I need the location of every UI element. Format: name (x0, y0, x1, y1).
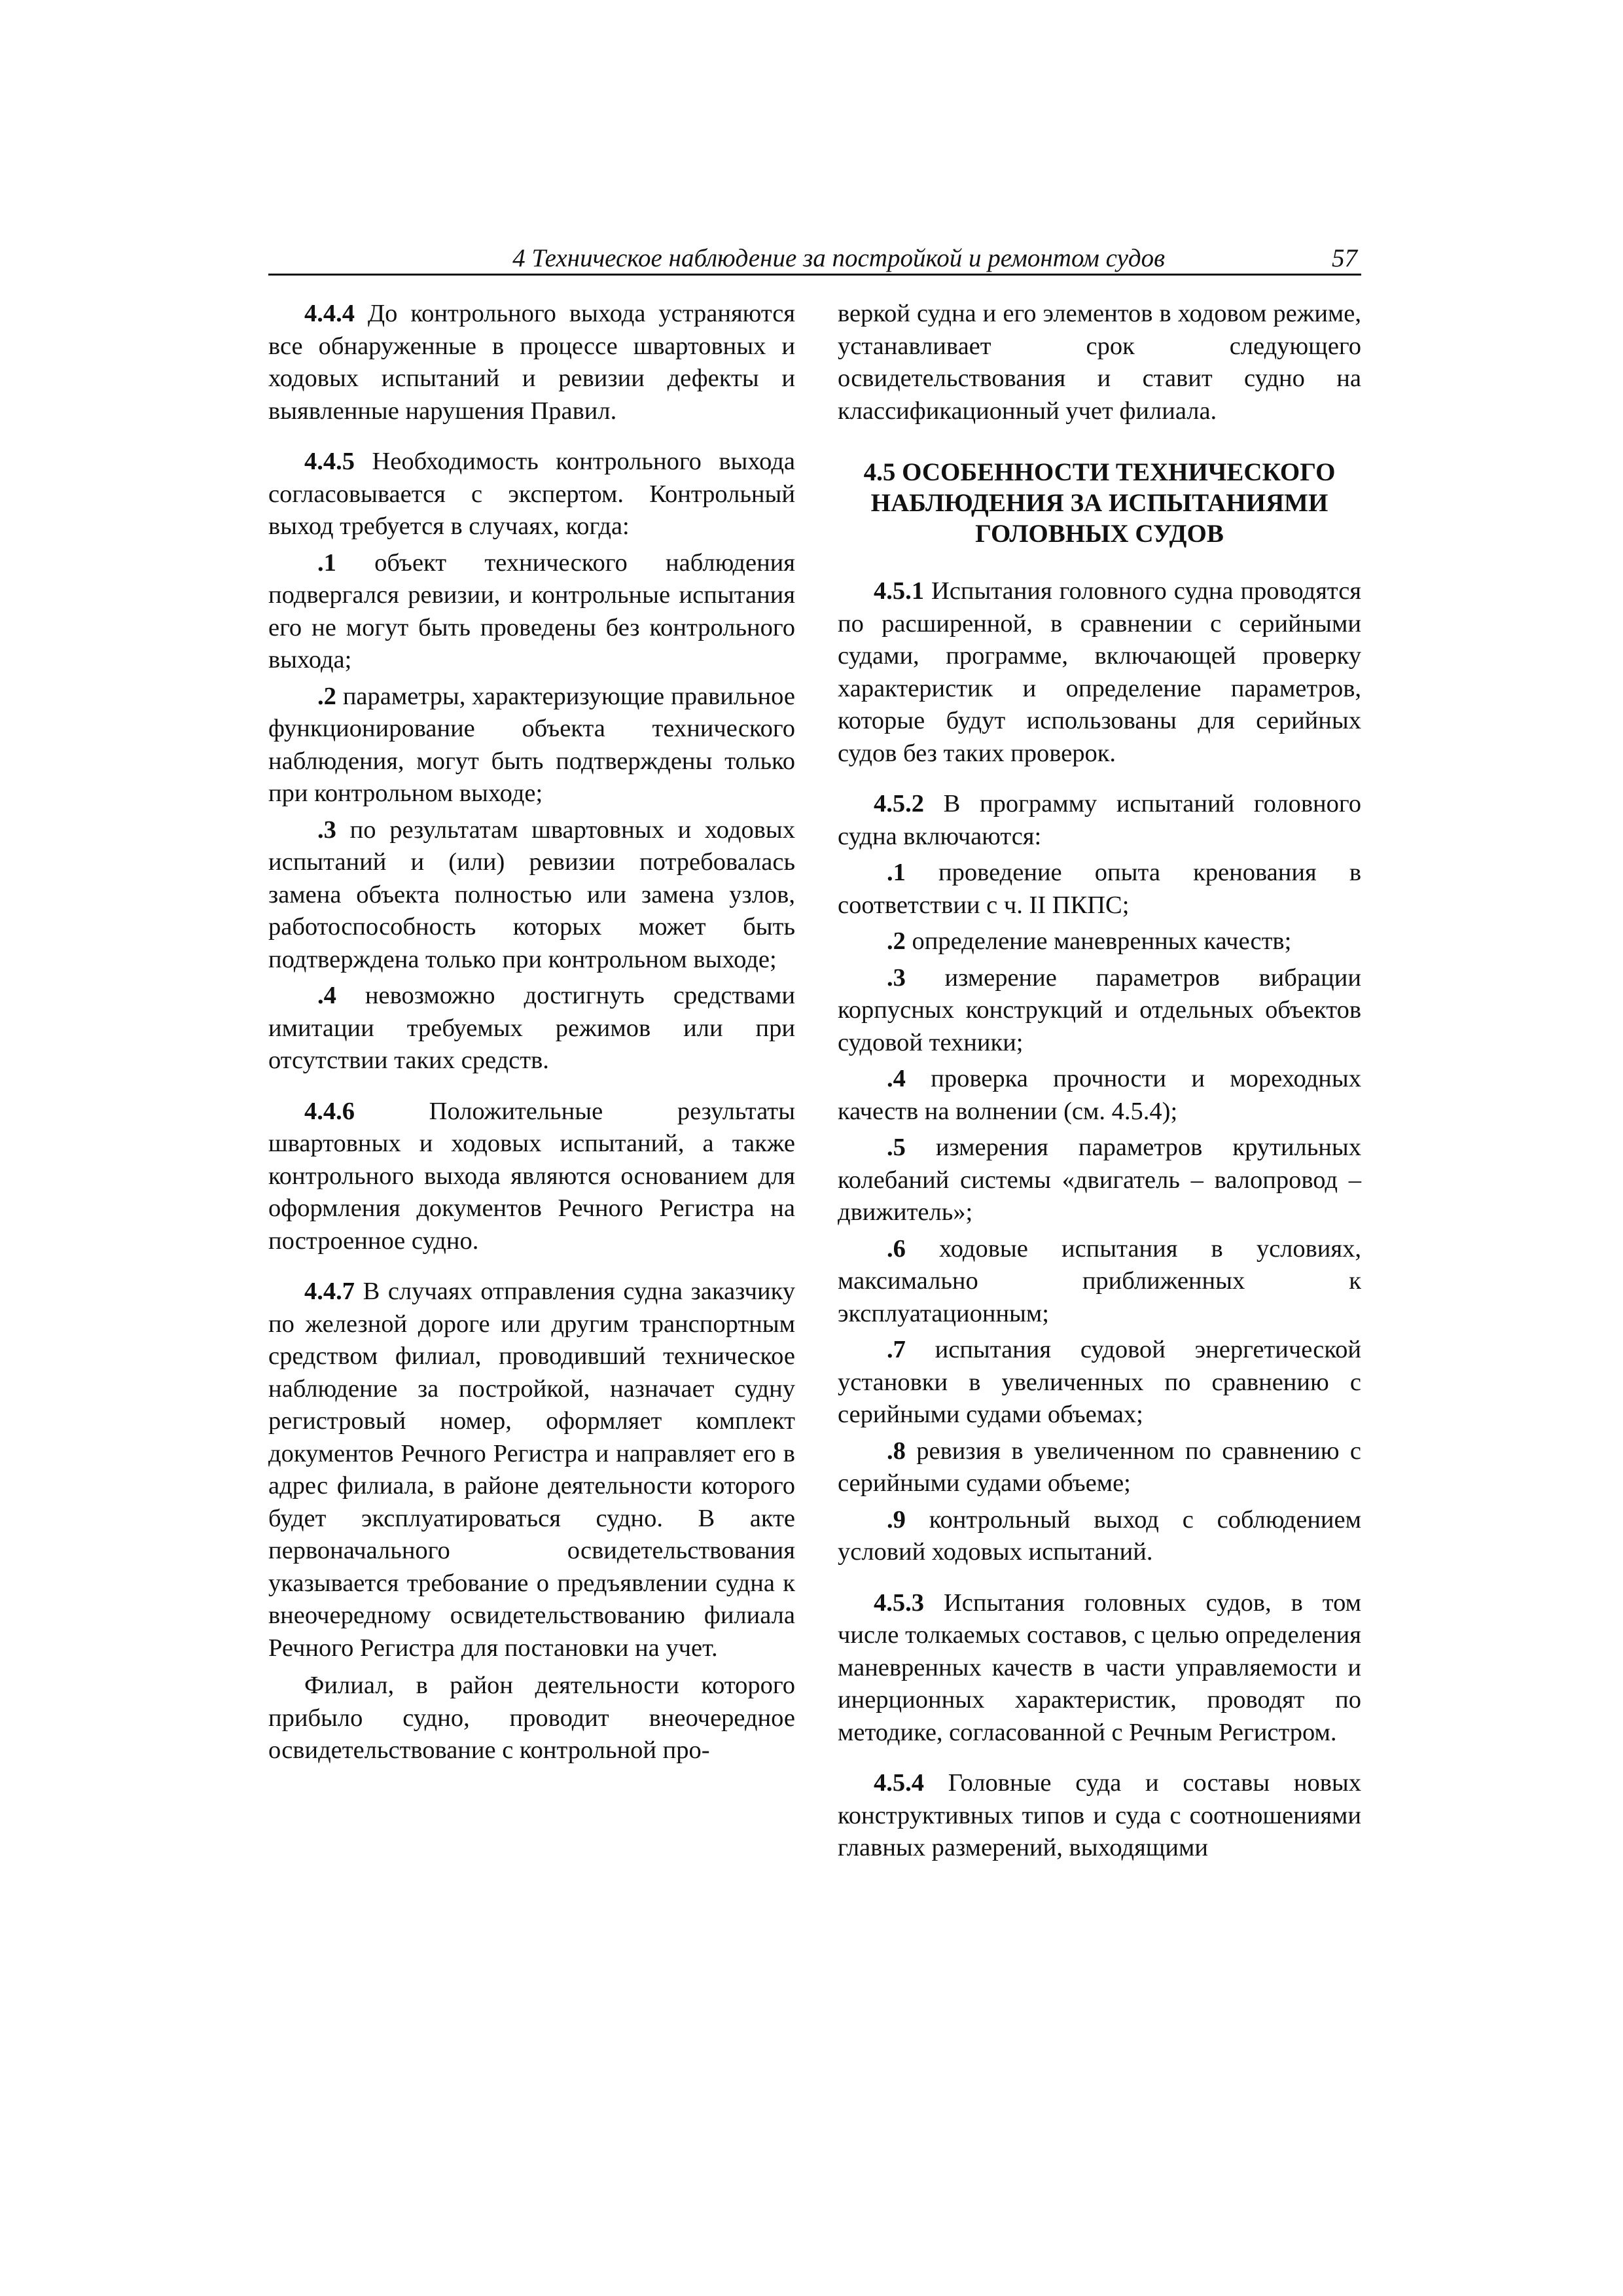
running-header (268, 243, 1361, 276)
section-heading-4-5 (838, 457, 1361, 549)
item-text: невозможно достигнуть средствами имитации требуемых режимов или при отсутствии таких средств. (268, 982, 795, 1074)
clause-number: 4.4.5 (304, 448, 355, 475)
right-column (838, 298, 1361, 1865)
list-item (838, 1334, 1361, 1431)
running-title: 4 Техническое наблюдение за постройкой и ремонтом судов (512, 244, 1165, 272)
item-text: измерения параметров крутильных колебаний системы «двигатель – валопровод – движитель»; (838, 1134, 1361, 1226)
section-heading-line: ГОЛОВНЫХ СУДОВ (975, 520, 1224, 548)
item-text: ревизия в увеличенном по сравнению с серийными судами объеме; (838, 1437, 1361, 1497)
list-item (268, 814, 795, 977)
item-number: .1 (317, 548, 336, 577)
section-heading-line: НАБЛЮДЕНИЯ ЗА ИСПЫТАНИЯМИ (870, 489, 1329, 517)
item-number: .4 (317, 982, 336, 1009)
clause-number: 4.5.2 (874, 790, 924, 817)
clause-text: До контрольного выхода устраняются все обнаруженные в процессе швартовных и ходовых испытаний и ревизии дефекты и выявленные нарушения Правил. (268, 300, 795, 425)
clause-number: 4.5.3 (874, 1588, 924, 1617)
clause-text: Положительные результаты швартовных и ходовых испытаний, а также контрольного выхода являются основанием для оформления документов Речного Регистра на построенное судно. (268, 1097, 795, 1255)
item-text: проведение опыта кренования в соответствии с ч. II ПКПС; (838, 859, 1361, 919)
clause-number: 4.5.4 (874, 1769, 924, 1797)
section-heading-line: 4.5 ОСОБЕННОСТИ ТЕХНИЧЕСКОГО (863, 458, 1336, 486)
paragraph-4-5-2 (838, 788, 1361, 853)
page-number: 57 (1332, 244, 1357, 272)
clause-text: Испытания головных судов, в том числе толкаемых составов, с целью определения маневренных качеств в части управляемости и инерционных характеристик, проводят по методике, согласованной с Речным Регистром. (838, 1588, 1361, 1746)
item-text: испытания судовой энергетической установки в увеличенных по сравнению с серийными судами объемах; (838, 1336, 1361, 1428)
item-text: контрольный выход с соблюдением условий ходовых испытаний. (838, 1505, 1361, 1566)
paragraph-4-5-3 (838, 1587, 1361, 1749)
item-number: .6 (887, 1234, 906, 1263)
list-item (838, 1504, 1361, 1569)
list-item (268, 547, 795, 677)
item-number: .3 (317, 816, 336, 844)
list-item (838, 962, 1361, 1060)
item-number: .4 (887, 1065, 906, 1092)
clause-number: 4.4.4 (304, 300, 355, 327)
list-item (838, 1063, 1361, 1128)
item-text: объект технического наблюдения подвергался ревизии, и контрольные испытания его не могут быть проведены без контрольного выхода; (268, 548, 795, 673)
clause-number: 4.4.7 (304, 1278, 355, 1305)
list-item (268, 980, 795, 1077)
list-item (838, 925, 1361, 958)
item-text: проверка прочности и мореходных качеств на волнении (см. 4.5.4); (838, 1065, 1361, 1125)
item-number: .2 (887, 927, 906, 955)
item-number: .1 (887, 859, 906, 886)
paragraph-continuation: веркой судна и его элементов в ходовом режиме, устанавливает срок следующего освидетельствования и ставит судно на классификационный учет филиала. (838, 300, 1361, 425)
list-item (838, 1132, 1361, 1229)
paragraph-4-4-4 (268, 298, 795, 427)
list-item (838, 1435, 1361, 1500)
paragraph-4-4-7 (268, 1276, 795, 1664)
paragraph-4-5-1 (838, 575, 1361, 770)
clause-text: В программу испытаний головного судна включаются: (838, 790, 1361, 850)
clause-number: 4.4.6 (304, 1097, 355, 1125)
paragraph-4-5-4 (838, 1767, 1361, 1865)
clause-text: Испытания головного судна проводятся по расширенной, в сравнении с серийными судами, программе, включающей проверку характеристик и определение параметров, которые будут использованы для серийных судов без таких проверок. (838, 577, 1361, 767)
clause-text: Головные суда и составы новых конструктивных типов и суда с соотношениями главных размерений, выходящими (838, 1769, 1361, 1861)
item-number: .3 (887, 963, 906, 992)
left-column (268, 298, 795, 1767)
list-item (268, 681, 795, 810)
clause-text: В случаях отправления судна заказчику по железной дороге или другим транспортным средством филиал, проводивший техническое наблюдение за постройкой, назначает судну регистровый номер, оформляет комплект документов Речного Регистра и направляет его в адрес филиала, в районе деятельности которого будет эксплуатироваться судно. В акте первоначального освидетельствования указывается требование о предъявлении судна к внеочередному освидетельствованию филиала Речного Регистра для постановки на учет. (268, 1278, 795, 1662)
list-item (838, 1233, 1361, 1331)
clause-number: 4.5.1 (874, 577, 924, 605)
item-number: .5 (887, 1134, 906, 1161)
item-number: .2 (317, 682, 336, 710)
paragraph-4-4-6 (268, 1096, 795, 1258)
item-number: .8 (887, 1437, 906, 1465)
item-number: .9 (887, 1505, 906, 1534)
item-text: параметры, характеризующие правильное функционирование объекта технического наблюдения, могут быть подтверждены только при контрольном выходе; (268, 682, 795, 807)
item-text: ходовые испытания в условиях, максимально приближенных к эксплуатационным; (838, 1234, 1361, 1327)
clause-text: Необходимость контрольного выхода согласовывается с экспертом. Контрольный выход требуется в случаях, когда: (268, 448, 795, 540)
paragraph-4-4-5 (268, 446, 795, 543)
item-text: измерение параметров вибрации корпусных конструкций и отдельных объектов судовой техники; (838, 963, 1361, 1056)
item-text: по результатам швартовных и ходовых испытаний и (или) ревизии потребовалась замена объекта полностью или замена узлов, работоспособность которых может быть подтверждена только при контрольном выходе; (268, 816, 795, 973)
list-item (838, 857, 1361, 922)
item-text: определение маневренных качеств; (905, 927, 1292, 955)
item-number: .7 (887, 1336, 906, 1363)
paragraph-filial: Филиал, в район деятельности которого прибыло судно, проводит внеочередное освидетельствование с контрольной про- (268, 1672, 795, 1764)
